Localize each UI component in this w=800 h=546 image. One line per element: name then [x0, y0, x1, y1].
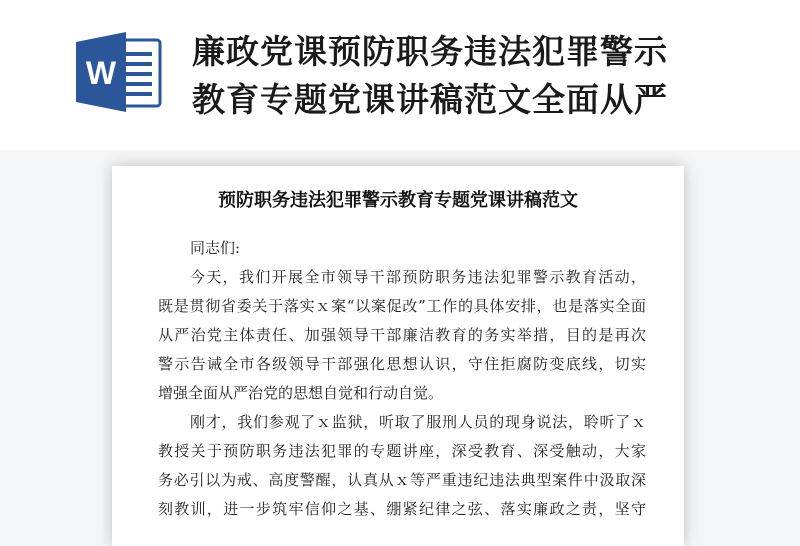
title-line-2: 教育专题党课讲稿范文全面从严 [192, 80, 668, 119]
header-banner [0, 0, 800, 150]
page-title: 预防职务违法犯罪警示教育专题党课讲稿范文 [218, 190, 578, 211]
text-line: 刻教训，进一步筑牢信仰之基、绷紧纪律之弦、落实廉政之责，坚守 [158, 500, 646, 518]
text-line: 从严治党主体责任、加强领导干部廉洁教育的务实举措，目的是再次 [158, 326, 646, 344]
document-page [112, 166, 684, 546]
document-file-title [192, 28, 772, 124]
text-line: 今天，我们开展全市领导干部预防职务违法犯罪警示教育活动， [190, 268, 646, 286]
paragraph-1 [158, 263, 646, 408]
text-line: 刚才，我们参观了ｘ监狱，听取了服刑人员的现身说法，聆听了ｘ [190, 413, 646, 431]
text-line: 既是贯彻省委关于落实ｘ案“以案促改”工作的具体安排，也是落实全面 [158, 297, 646, 315]
text-line: 务必引以为戒、高度警醒，认真从ｘ等严重违纪违法典型案件中汲取深 [158, 471, 646, 489]
salutation: 同志们: [190, 239, 241, 257]
text-line: 教授关于预防职务违法犯罪的专题讲座，深受教育、深受触动，大家 [158, 442, 646, 460]
title-line-1: 廉政党课预防职务违法犯罪警示 [192, 32, 668, 71]
text-line: 警示告诫全市各级领导干部强化思想认识，守住拒腐防变底线，切实 [158, 355, 646, 373]
word-icon [76, 32, 164, 112]
document-body [158, 234, 646, 524]
svg-text:W: W [85, 55, 117, 91]
text-line: 增强全面从严治党的思想自觉和行动自觉。 [158, 384, 444, 402]
paragraph-2 [158, 408, 646, 524]
